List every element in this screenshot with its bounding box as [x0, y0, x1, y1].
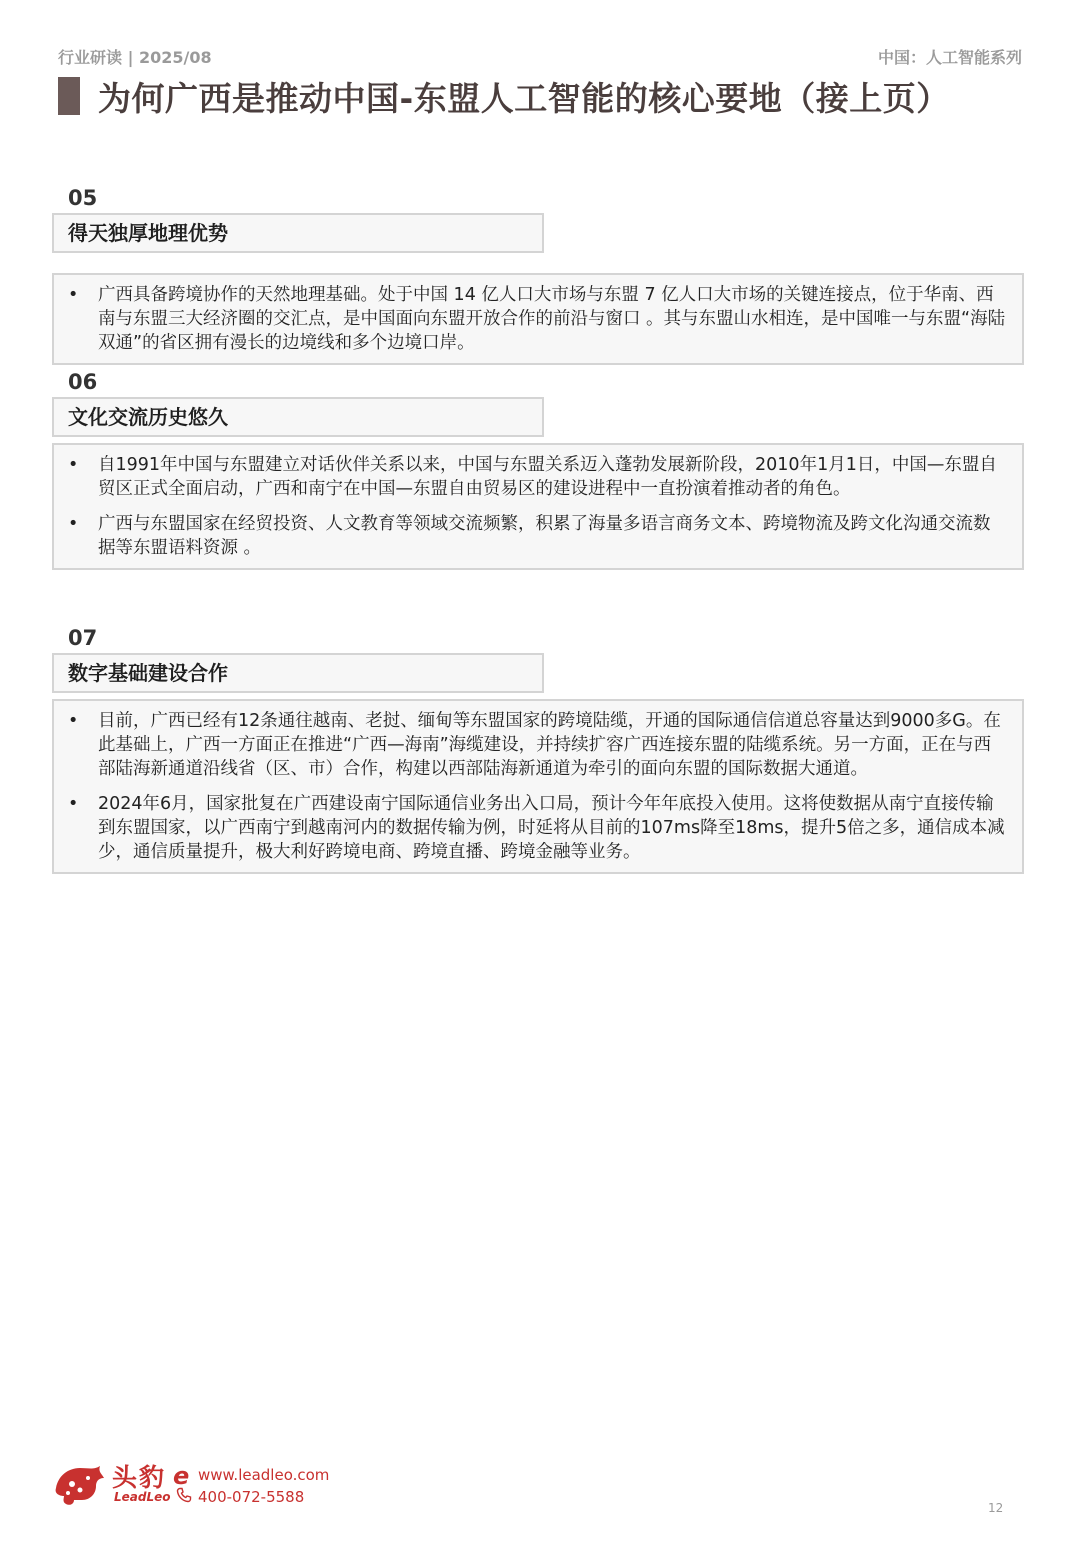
phone-icon	[176, 1487, 192, 1503]
website-link[interactable]: www.leadleo.com	[198, 1466, 330, 1484]
bullet-item	[68, 453, 1006, 501]
leadleo-leopard-logo-icon	[52, 1460, 106, 1506]
bullet-text: 2024年6月，国家批复在广西建设南宁国际通信业务出入口局，预计今年年底投入使用。这将使数据从南宁直接传输到东盟国家，以广西南宁到越南河内的数据传输为例，时延将从目前的107ms降至18ms，提升5倍之多，通信成本减少，通信质量提升，极大利好跨境电商、跨境直播、跨境金融等业务。	[98, 794, 1005, 862]
section-content-box	[52, 699, 1024, 874]
bullet-item	[68, 709, 1006, 781]
section-content-box	[52, 443, 1024, 570]
section-heading: 数字基础建设合作	[52, 653, 544, 693]
series-name: 中国：人工智能系列	[877, 48, 1022, 67]
page-number: 12	[988, 1501, 1004, 1515]
title-accent-bar	[58, 77, 80, 115]
bullet-item	[68, 283, 1006, 355]
web-e-icon: e	[173, 1462, 190, 1490]
brand-name-cn: 头豹	[112, 1463, 167, 1492]
section-05	[52, 185, 1024, 365]
phone-number: 400-072-5588	[198, 1488, 305, 1506]
bullet-dot: •	[68, 514, 79, 534]
report-category: 行业研读 | 2025/08	[58, 48, 212, 67]
page-title: 为何广西是推动中国-东盟人工智能的核心要地（接上页）	[98, 78, 950, 118]
section-content-box	[52, 273, 1024, 365]
bullet-dot: •	[68, 285, 79, 305]
section-heading: 文化交流历史悠久	[52, 397, 544, 437]
bullet-text: 广西与东盟国家在经贸投资、人文教育等领域交流频繁，积累了海量多语言商务文本、跨境物流及跨文化沟通交流数据等东盟语料资源 。	[98, 514, 991, 558]
bullet-text: 目前，广西已经有12条通往越南、老挝、缅甸等东盟国家的跨境陆缆，开通的国际通信信道总容量达到9000多G。在此基础上，广西一方面正在推进“广西—海南”海缆建设，并持续扩容广西连接东盟的陆缆系统。另一方面，正在与西部陆海新通道沿线省（区、市）合作，构建以西部陆海新通道为牵引的面向东盟的国际数据大通道。	[98, 711, 1001, 779]
bullet-text: 广西具备跨境协作的天然地理基础。处于中国 14 亿人口大市场与东盟 7 亿人口大市场的关键连接点，位于华南、西南与东盟三大经济圈的交汇点，是中国面向东盟开放合作的前沿与窗口 。其与东盟山水相连，是中国唯一与东盟“海陆双通”的省区拥有漫长的边境线和多个边境口岸。	[98, 285, 1006, 353]
bullet-dot: •	[68, 711, 79, 731]
bullet-item	[68, 792, 1006, 864]
section-number: 06	[68, 370, 98, 394]
bullet-dot: •	[68, 455, 79, 475]
section-number: 05	[68, 186, 98, 210]
section-06	[52, 369, 1024, 570]
brand-name-en: LeadLeo	[114, 1490, 171, 1504]
bullet-text: 自1991年中国与东盟建立对话伙伴关系以来，中国与东盟关系迈入蓬勃发展新阶段，2010年1月1日，中国—东盟自贸区正式全面启动，广西和南宁在中国—东盟自由贸易区的建设进程中一直扮演着推动者的角色。	[98, 455, 997, 499]
page-title-block	[58, 74, 950, 118]
section-number: 07	[68, 626, 98, 650]
section-heading: 得天独厚地理优势	[52, 213, 544, 253]
section-07	[52, 625, 1024, 874]
bullet-dot: •	[68, 794, 79, 814]
bullet-item	[68, 512, 1006, 560]
